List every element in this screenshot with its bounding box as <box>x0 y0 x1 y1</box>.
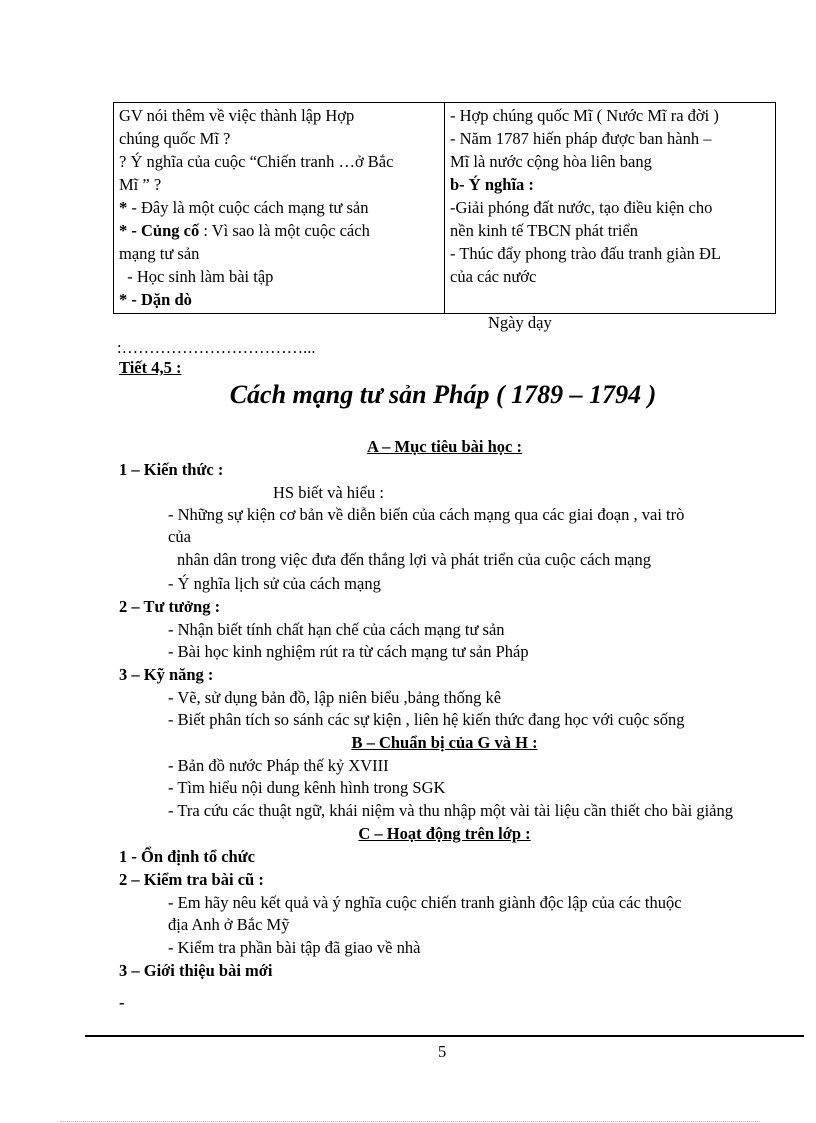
knowledge-item-1-cont2: nhân dân trong việc đưa đến thắng lợi và phát triển của cuộc cách mạng <box>177 550 651 569</box>
knowledge-item-1-cont: của <box>168 527 191 546</box>
prep-item-1: - Bản đồ nước Pháp thế kỷ XVIII <box>168 756 389 775</box>
meaning-label: b- Ý nghĩa : <box>450 175 534 194</box>
skill-heading: 3 – Kỹ năng : <box>119 665 214 684</box>
thought-item-2: - Bài học kinh nghiệm rút ra từ cách mạng tư sản Pháp <box>168 642 529 661</box>
step-2-item-1: - Em hãy nêu kết quả và ý nghĩa cuộc chiến tranh giành độc lập của các thuộc <box>168 893 682 912</box>
left-line-6-text: : Vì sao là một cuộc cách <box>203 221 370 240</box>
step-2-item-1-cont: địa Anh ở Bắc Mỹ <box>168 915 290 934</box>
trailing-dash: - <box>119 993 125 1012</box>
left-line-4: Mĩ ” ? <box>119 175 162 194</box>
consolidation-label: * - Củng cố <box>119 221 200 240</box>
left-line-6 <box>119 219 439 242</box>
left-line-2: chúng quốc Mĩ ? <box>119 129 231 148</box>
prep-item-2: - Tìm hiểu nội dung kênh hình trong SGK <box>168 778 446 797</box>
section-a-heading: A – Mục tiêu bài học : <box>367 437 522 456</box>
skill-item-2: - Biết phân tích so sánh các sự kiện , liên hệ kiến thức đang học với cuộc sống <box>168 710 685 729</box>
knowledge-heading: 1 – Kiến thức : <box>119 460 224 479</box>
right-line-7: - Thúc đẩy phong trào đấu tranh giàn ĐL <box>450 244 721 263</box>
left-line-8: - Học sinh làm bài tập <box>119 267 274 286</box>
date-label: Ngày dạy <box>488 313 552 332</box>
step-2: 2 – Kiểm tra bài cũ : <box>119 870 264 889</box>
right-line-1: - Hợp chúng quốc Mĩ ( Nước Mĩ ra đời ) <box>450 106 719 125</box>
skill-item-1: - Vẽ, sử dụng bản đồ, lập niên biểu ,bảng thống kê <box>168 688 502 707</box>
knowledge-intro: HS biết và hiểu : <box>273 483 384 502</box>
right-line-4 <box>450 173 770 196</box>
left-line-5-text: - Đây là một cuộc cách mạng tư sản <box>127 198 369 217</box>
step-1: 1 - Ổn định tổ chức <box>119 847 255 866</box>
bold-star: * <box>119 198 128 217</box>
thought-heading: 2 – Tư tưởng : <box>119 597 221 616</box>
knowledge-item-2: - Ý nghĩa lịch sử của cách mạng <box>168 574 381 593</box>
left-line-7: mạng tư sản <box>119 244 200 263</box>
section-c-heading: C – Hoạt động trên lớp : <box>358 824 531 843</box>
homework-label: * - Dặn dò <box>119 290 192 309</box>
left-line-5 <box>119 196 439 219</box>
footer-rule <box>85 1035 804 1037</box>
right-line-2: - Năm 1787 hiến pháp được ban hành – <box>450 129 712 148</box>
right-line-5: -Giải phóng đất nước, tạo điều kiện cho <box>450 198 713 217</box>
page-edge <box>60 1121 760 1122</box>
lesson-title: Cách mạng tư sản Pháp ( 1789 – 1794 ) <box>229 380 657 409</box>
lesson-number: Tiết 4,5 : <box>119 358 182 377</box>
thought-item-1: - Nhận biết tính chất hạn chế của cách mạng tư sản <box>168 620 505 639</box>
table-right-column <box>445 103 776 314</box>
left-line-1: GV nói thêm về việc thành lập Hợp <box>119 106 355 125</box>
right-line-3: Mĩ là nước cộng hòa liên bang <box>450 152 652 171</box>
knowledge-item-1: - Những sự kiện cơ bản về diễn biến của cách mạng qua các giai đoạn , vai trò <box>168 505 685 524</box>
step-3: 3 – Giới thiệu bài mới <box>119 961 273 980</box>
date-dots: :……………………………... <box>117 338 316 357</box>
right-line-6: nền kinh tế TBCN phát triển <box>450 221 639 240</box>
table-left-column <box>114 103 445 314</box>
page-number: 5 <box>438 1042 447 1061</box>
prep-item-3: - Tra cứu các thuật ngữ, khái niệm và thu nhập một vài tài liệu cần thiết cho bài giảng <box>168 801 733 820</box>
lesson-table <box>113 102 776 314</box>
left-line-9 <box>119 288 439 311</box>
right-line-8: của các nước <box>450 267 537 286</box>
step-2-item-2: - Kiểm tra phần bài tập đã giao về nhà <box>168 938 421 957</box>
section-b-heading: B – Chuẩn bị của G và H : <box>351 733 538 752</box>
left-line-3: ? Ý nghĩa của cuộc “Chiến tranh …ở Bắc <box>119 152 394 171</box>
